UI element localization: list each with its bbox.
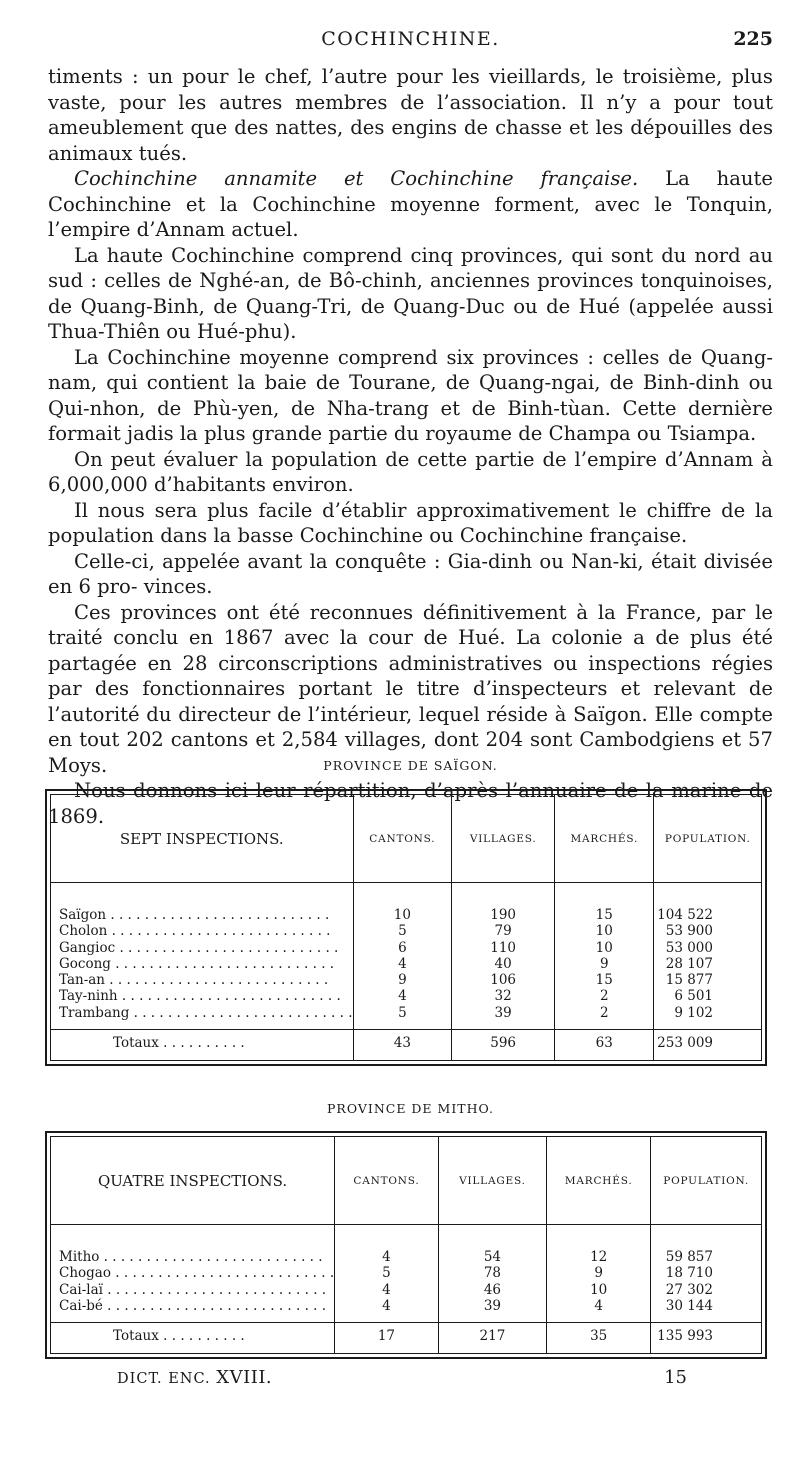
row-name: Mitho . . . bbox=[51, 1249, 334, 1265]
cell-population: 27 302 bbox=[665, 1281, 713, 1298]
total-cantons-value: 43 bbox=[393, 1035, 411, 1052]
cell-villages: 39 bbox=[483, 1297, 501, 1314]
col-marches bbox=[555, 883, 654, 1030]
footer-signature-volume: XVIII. bbox=[216, 1367, 273, 1388]
cell-population: 18 710 bbox=[665, 1265, 713, 1282]
paragraph: timents : un pour le chef, l’autre pour les vieillards, le troisième, plus vaste, pour les autres membres de l’association. Il n’y a pour tout ameublement que des nattes, des engins de chasse et les dépouilles des animaux tués. bbox=[48, 65, 773, 165]
total-cantons-value: 17 bbox=[377, 1328, 396, 1345]
paragraph-text: La haute Cochinchine et la Cochinchine moyenne forment, avec le Tonquin, l’empire d’Annam actuel. bbox=[48, 167, 773, 241]
table-caption-saigon: PROVINCE DE SAÏGON. bbox=[323, 758, 498, 773]
cell-villages: 46 bbox=[483, 1281, 501, 1298]
table-mitho bbox=[45, 1131, 767, 1359]
cell-marches: 2 bbox=[599, 988, 609, 1005]
header-inspections: QUATRE INSPECTIONS. bbox=[51, 1137, 335, 1225]
paragraph: Celle-ci, appelée avant la conquête : Gia-dinh ou Nan-ki, était divisée en 6 pro- vinces. bbox=[48, 549, 773, 598]
cell-cantons: 4 bbox=[382, 1297, 391, 1314]
cell-villages: 78 bbox=[483, 1265, 501, 1282]
total-marches-value: 63 bbox=[595, 1035, 613, 1052]
totals-label-text: Totaux . . . bbox=[113, 1328, 245, 1344]
cell-villages: 54 bbox=[483, 1249, 501, 1265]
col-population bbox=[654, 883, 762, 1030]
cell-marches: 15 bbox=[595, 972, 613, 989]
total-population bbox=[651, 1323, 762, 1354]
table-data-rows bbox=[51, 883, 762, 1030]
cell-marches: 10 bbox=[590, 1281, 608, 1298]
col-population bbox=[651, 1225, 762, 1323]
row-name: Gangioc . . . bbox=[51, 940, 353, 956]
footer-signature-small: DICT. ENC. bbox=[117, 1371, 211, 1387]
col-marches bbox=[547, 1225, 651, 1323]
cell-population: 30 144 bbox=[665, 1297, 713, 1314]
cell-villages: 190 bbox=[490, 907, 517, 923]
total-cantons bbox=[353, 1030, 452, 1061]
cell-population: 6 501 bbox=[674, 988, 713, 1005]
row-name: Cholon . . . bbox=[51, 923, 353, 939]
cell-villages: 39 bbox=[494, 1004, 512, 1021]
paragraph: La haute Cochinchine comprend cinq provinces, qui sont du nord au sud : celles de Nghé-an, de Bô-chinh, anciennes provinces tonquinoises, de Quang-Binh, de Quang-Tri, de Quang-Duc ou de Hué (appelée aussi Thua-Thiên ou Hué-phu). bbox=[48, 243, 773, 343]
row-name: Tan-an . . . bbox=[51, 972, 353, 988]
header-villages: VILLAGES. bbox=[438, 1137, 546, 1225]
cell-population: 104 522 bbox=[657, 907, 713, 923]
cell-cantons: 4 bbox=[382, 1281, 391, 1298]
cell-cantons: 5 bbox=[398, 923, 407, 940]
col-names bbox=[51, 1225, 335, 1323]
total-villages-value: 596 bbox=[490, 1035, 517, 1052]
total-population bbox=[654, 1030, 762, 1061]
col-names bbox=[51, 883, 354, 1030]
paragraph bbox=[48, 166, 773, 243]
row-name: Saïgon . . . bbox=[51, 907, 353, 923]
cell-cantons: 9 bbox=[398, 972, 407, 989]
total-marches bbox=[547, 1323, 651, 1354]
totals-label bbox=[51, 1030, 354, 1061]
italic-heading: Cochinchine annamite et Cochinchine française. bbox=[74, 167, 639, 190]
cell-villages: 32 bbox=[494, 988, 512, 1005]
paragraph: La Cochinchine moyenne comprend six provinces : celles de Quang-nam, qui contient la baie de Tourane, de Quang-ngai, de Binh-dinh ou Qui-nhon, de Phù-yen, de Nha-trang et de Binh-tùan. Cette dernière formait jadis la plus grande partie du royaume de Champa ou Tsiampa. bbox=[48, 345, 773, 445]
table-header-row bbox=[51, 1137, 762, 1225]
total-marches bbox=[555, 1030, 654, 1061]
cell-population: 15 877 bbox=[665, 972, 713, 989]
totals-row bbox=[51, 1323, 762, 1354]
header-cantons: CANTONS. bbox=[335, 1137, 439, 1225]
total-marches-value: 35 bbox=[590, 1328, 608, 1345]
table-mitho-grid bbox=[50, 1136, 762, 1354]
col-cantons bbox=[353, 883, 452, 1030]
cell-marches: 10 bbox=[595, 923, 613, 940]
totals-row bbox=[51, 1030, 762, 1061]
cell-cantons: 4 bbox=[398, 988, 407, 1005]
paragraph: Il nous sera plus facile d’établir approximativement le chiffre de la population dans la basse Cochinchine ou Cochinchine française. bbox=[48, 498, 773, 547]
table-caption-mitho: PROVINCE DE MITHO. bbox=[327, 1101, 494, 1116]
cell-cantons: 6 bbox=[398, 939, 407, 956]
col-villages bbox=[452, 883, 555, 1030]
cell-population: 53 000 bbox=[665, 939, 713, 956]
cell-population: 9 102 bbox=[674, 1004, 713, 1021]
header-inspections: SEPT INSPECTIONS. bbox=[51, 795, 354, 883]
footer-signature bbox=[117, 1367, 272, 1388]
cell-marches: 12 bbox=[590, 1249, 608, 1265]
row-name: Trambang . . . bbox=[51, 1005, 353, 1021]
header-population: POPULATION. bbox=[654, 795, 762, 883]
table-data-rows bbox=[51, 1225, 762, 1323]
header-marches: MARCHÉS. bbox=[555, 795, 654, 883]
header-marches: MARCHÉS. bbox=[547, 1137, 651, 1225]
total-villages bbox=[452, 1030, 555, 1061]
totals-label-text: Totaux . . . bbox=[113, 1035, 245, 1051]
cell-marches: 15 bbox=[595, 907, 613, 923]
row-name: Gocong . . . bbox=[51, 956, 353, 972]
cell-villages: 40 bbox=[494, 955, 512, 972]
paragraph: Ces provinces ont été reconnues définitivement à la France, par le traité conclu en 1867 avec la cour de Hué. La colonie a de plus été partagée en 28 circonscriptions administratives ou inspections régies par des fonctionnaires portant le titre d’inspecteurs et relevant de l’autorité du directeur de l’intérieur, lequel réside à Saïgon. Elle compte en tout 202 cantons et 2,584 villages, dont 204 sont Cambodgiens et 57 Moys. bbox=[48, 600, 773, 777]
cell-population: 28 107 bbox=[665, 955, 713, 972]
header-cantons: CANTONS. bbox=[353, 795, 452, 883]
cell-marches: 2 bbox=[599, 1004, 609, 1021]
cell-population: 53 900 bbox=[665, 923, 713, 940]
total-population-value: 253 009 bbox=[657, 1035, 713, 1052]
paragraph: Nous donnons ici leur répartition, d’après l’annuaire de la marine de 1869. bbox=[48, 779, 773, 828]
body-text bbox=[48, 64, 773, 829]
running-header bbox=[48, 28, 773, 54]
totals-label bbox=[51, 1323, 335, 1354]
cell-cantons: 5 bbox=[398, 1004, 407, 1021]
total-population-value: 135 993 bbox=[657, 1328, 713, 1345]
cell-cantons: 4 bbox=[382, 1249, 391, 1265]
col-villages bbox=[438, 1225, 546, 1323]
header-villages: VILLAGES. bbox=[452, 795, 555, 883]
total-cantons bbox=[335, 1323, 439, 1354]
cell-marches: 4 bbox=[594, 1297, 603, 1314]
row-name: Cai-laï . . . bbox=[51, 1282, 334, 1298]
sheet-number: 15 bbox=[664, 1367, 687, 1388]
table-header-row bbox=[51, 795, 762, 883]
cell-marches: 9 bbox=[599, 955, 609, 972]
cell-marches: 10 bbox=[595, 939, 613, 956]
cell-marches: 9 bbox=[594, 1265, 603, 1282]
page-number: 225 bbox=[733, 28, 773, 50]
total-villages-value: 217 bbox=[479, 1328, 506, 1345]
cell-cantons: 10 bbox=[393, 907, 411, 923]
total-villages bbox=[438, 1323, 546, 1354]
cell-villages: 106 bbox=[490, 972, 517, 989]
table-saigon bbox=[45, 789, 767, 1066]
row-name: Tay-ninh . . . bbox=[51, 988, 353, 1004]
row-name: Cai-bé . . . bbox=[51, 1298, 334, 1314]
cell-cantons: 4 bbox=[398, 955, 407, 972]
row-name: Chogao . . . bbox=[51, 1265, 334, 1281]
cell-cantons: 5 bbox=[382, 1265, 391, 1282]
running-title: COCHINCHINE. bbox=[321, 28, 500, 50]
col-cantons bbox=[335, 1225, 439, 1323]
table-saigon-grid bbox=[50, 794, 762, 1061]
paragraph: On peut évaluer la population de cette partie de l’empire d’Annam à 6,000,000 d’habitants environ. bbox=[48, 447, 773, 496]
header-population: POPULATION. bbox=[651, 1137, 762, 1225]
cell-population: 59 857 bbox=[665, 1249, 713, 1265]
cell-villages: 79 bbox=[494, 923, 512, 940]
page-footer bbox=[117, 1367, 687, 1391]
cell-villages: 110 bbox=[490, 939, 517, 956]
